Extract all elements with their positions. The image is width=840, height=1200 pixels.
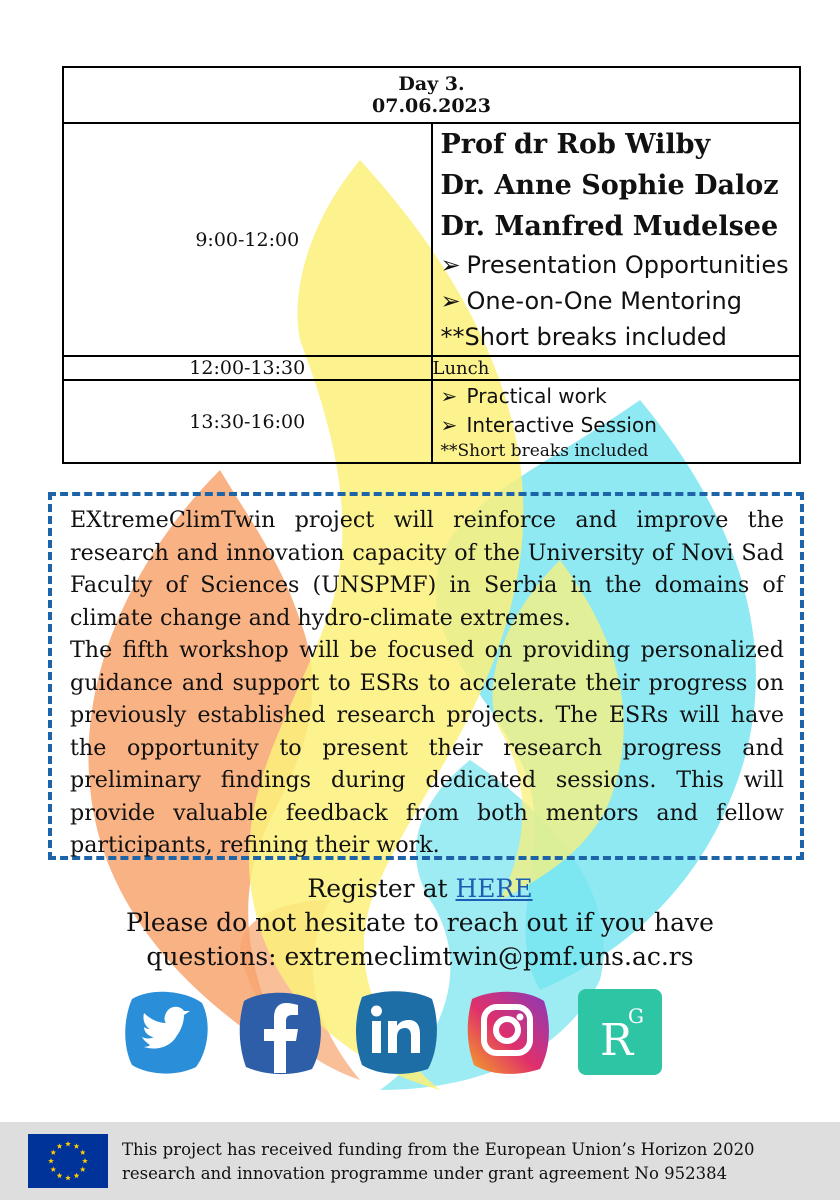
session-item: ➢ Practical work (433, 382, 800, 411)
linkedin-icon (352, 985, 440, 1077)
instagram-icon (464, 985, 552, 1077)
facebook-button[interactable] (236, 985, 324, 1077)
day-label: Day 3. (398, 73, 465, 95)
register-link[interactable]: HERE (455, 874, 533, 903)
time-slot: 13:30-16:00 (63, 380, 432, 463)
researchgate-r: R (600, 1015, 634, 1066)
speaker-name: Dr. Manfred Mudelsee (440, 211, 779, 242)
funding-statement (122, 1138, 802, 1186)
session-item: ➢ Presentation Opportunities (433, 247, 800, 283)
researchgate-g: G (628, 1004, 644, 1028)
time-slot: 12:00-13:30 (63, 356, 432, 380)
schedule-row (63, 380, 800, 463)
arrow-bullet-icon: ➢ (440, 287, 461, 315)
speaker-name: Prof dr Rob Wilby (440, 129, 711, 160)
session-activity: Lunch (432, 356, 801, 380)
funding-line: research and innovation programme under grant agreement No 952384 (122, 1164, 728, 1183)
schedule-row (63, 356, 800, 380)
speaker-name: Dr. Anne Sophie Daloz (440, 170, 779, 201)
researchgate-icon (576, 985, 664, 1077)
arrow-bullet-icon: ➢ (440, 412, 458, 437)
day-date: 07.06.2023 (372, 95, 491, 117)
day-header (63, 67, 800, 123)
researchgate-button[interactable] (576, 985, 664, 1077)
session-item: ➢ One-on-One Mentoring (433, 283, 800, 319)
arrow-bullet-icon: ➢ (440, 251, 461, 279)
project-description-box (48, 492, 804, 860)
twitter-button[interactable] (122, 985, 210, 1077)
contact-email-line[interactable]: questions: extremeclimtwin@pmf.uns.ac.rs (146, 942, 694, 971)
description-paragraph: The fifth workshop will be focused on providing personalized guidance and support to ESRs to accelerate their progress on previously established research projects. The ESRs will have the opportunity to present their research progress and preliminary findings during dedicated sessions. This will provide valuable feedback from both mentors and fellow participants, refining their work. (70, 637, 784, 858)
arrow-bullet-icon: ➢ (440, 383, 458, 408)
instagram-button[interactable] (464, 985, 552, 1077)
linkedin-button[interactable] (352, 985, 440, 1077)
register-line: Register at HERE (307, 874, 533, 903)
contact-line: Please do not hesitate to reach out if you have (126, 908, 714, 937)
description-paragraph: EXtremeClimTwin project will reinforce and improve the research and innovation capacity of the University of Novi Sad Faculty of Sciences (UNSPMF) in Serbia in the domains of climate change and hydro-climate extremes. (70, 507, 784, 631)
break-note: **Short breaks included (440, 440, 649, 461)
schedule-row (63, 123, 800, 356)
funding-line: This project has received funding from the European Union’s Horizon 2020 (122, 1140, 755, 1159)
time-slot: 9:00-12:00 (63, 123, 432, 356)
break-note: **Short breaks included (440, 323, 727, 351)
schedule-table (62, 66, 801, 464)
session-details (432, 123, 801, 356)
facebook-icon (236, 985, 324, 1077)
session-item: ➢ Interactive Session (433, 411, 800, 440)
session-details (432, 380, 801, 463)
eu-flag-icon (28, 1134, 108, 1188)
twitter-icon (122, 985, 210, 1077)
